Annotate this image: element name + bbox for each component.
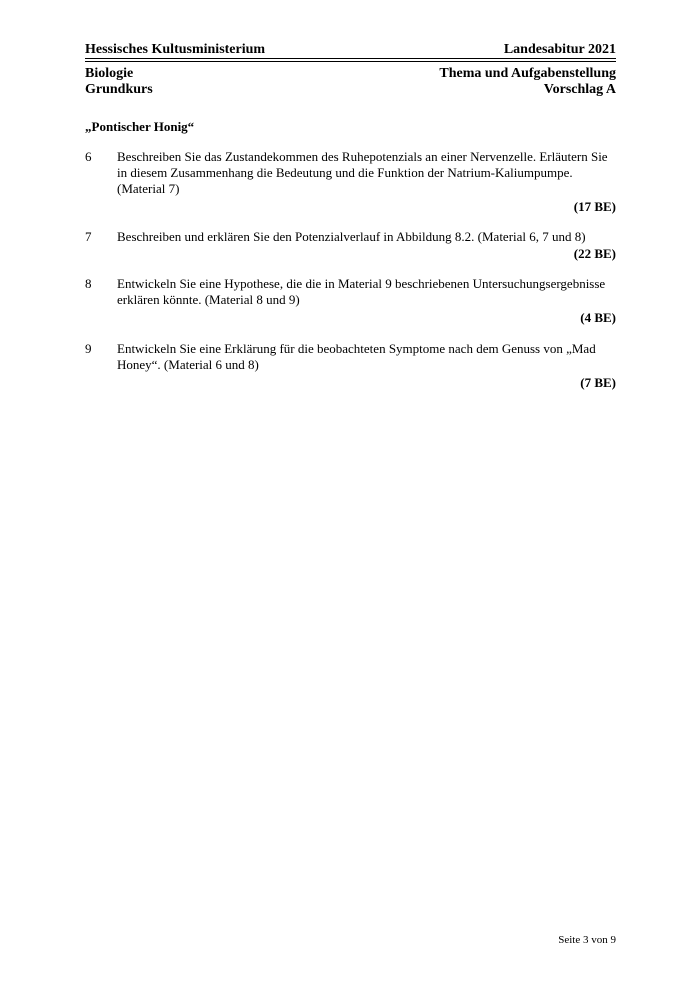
- task-line: in diesem Zusammenhang die Bedeutung und die Funktion der Natrium-Kaliumpumpe.: [117, 165, 573, 180]
- task-text: [117, 149, 616, 197]
- course-label: Grundkurs: [85, 82, 153, 97]
- task-line: Honey“. (Material 6 und 8): [117, 357, 259, 372]
- task-number: 6: [85, 149, 92, 164]
- task-text: [117, 341, 616, 373]
- section-label: Thema und Aufgabenstellung: [439, 66, 616, 81]
- page-header: [85, 41, 616, 58]
- task-line: Entwickeln Sie eine Hypothese, die die in Material 9 beschriebenen Untersuchungsergebnisse: [117, 276, 606, 291]
- task-points: (7 BE): [580, 375, 616, 390]
- task-line: Beschreiben und erklären Sie den Potenzialverlauf in Abbildung 8.2. (Material 6, 7 und 8): [117, 229, 586, 244]
- exam-title: Landesabitur 2021: [503, 42, 616, 57]
- task-points: (22 BE): [573, 246, 616, 261]
- task-line: Beschreiben Sie das Zustandekommen des Ruhepotenzials an einer Nervenzelle. Erläutern Sie: [117, 149, 608, 164]
- header-rule-top: [85, 58, 616, 59]
- task-number: 7: [85, 229, 92, 244]
- task-item: [85, 341, 616, 391]
- task-item: [85, 276, 616, 326]
- task-text: [117, 276, 616, 308]
- subheader-row-1: [85, 66, 616, 82]
- topic-title: „Pontischer Honig“: [85, 119, 195, 134]
- page-number: Seite 3 von 9: [558, 934, 616, 946]
- header-rule-bottom: [85, 61, 616, 62]
- task-points: (4 BE): [580, 310, 616, 325]
- task-line: erklären könnte. (Material 8 und 9): [117, 292, 300, 307]
- ministry-name: Hessisches Kultusministerium: [85, 42, 266, 57]
- task-text: [117, 229, 616, 245]
- proposal-label: Vorschlag A: [543, 82, 616, 97]
- task-line: (Material 7): [117, 181, 180, 196]
- task-item: [85, 149, 616, 215]
- subject-label: Biologie: [85, 66, 134, 81]
- task-line: Entwickeln Sie eine Erklärung für die beobachteten Symptome nach dem Genuss von „Mad: [117, 341, 596, 356]
- task-number: 8: [85, 276, 92, 291]
- task-number: 9: [85, 341, 92, 356]
- task-item: [85, 229, 616, 262]
- task-points: (17 BE): [573, 199, 616, 214]
- subheader-row-2: [85, 82, 616, 98]
